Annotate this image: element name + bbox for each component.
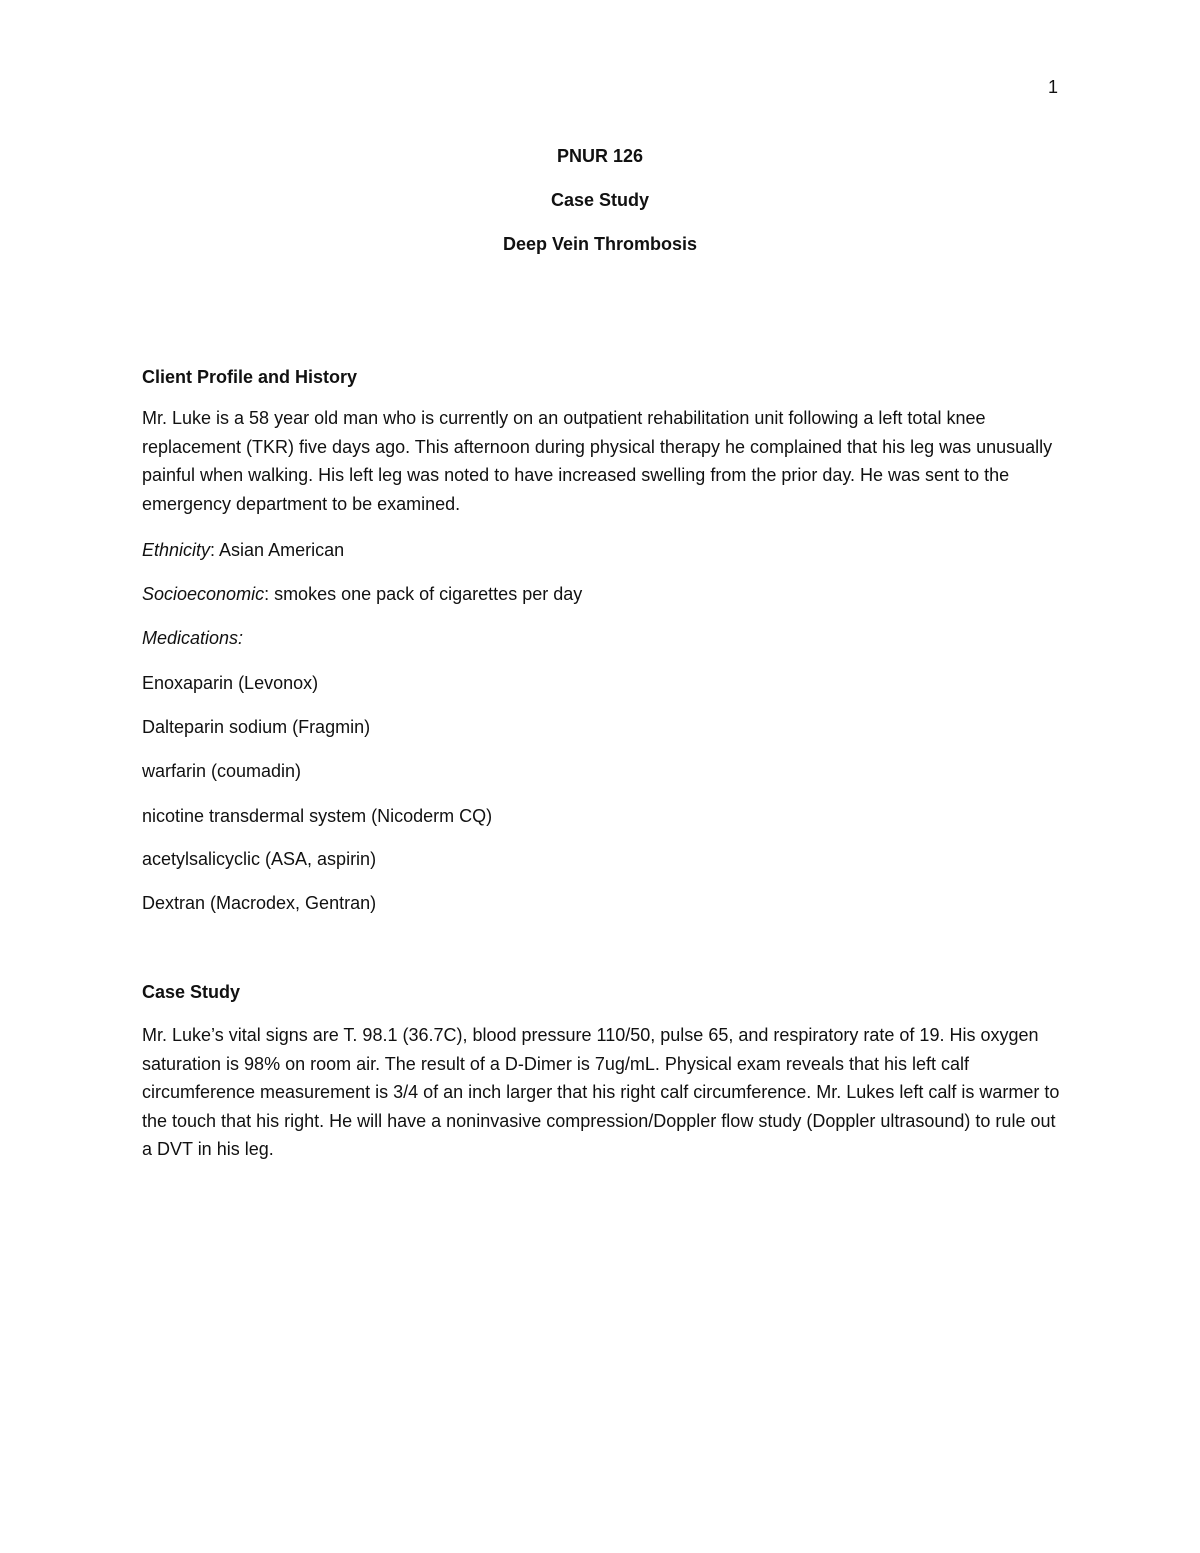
medication-item [142,848,1062,870]
case-study-paragraph: Mr. Luke’s vital signs are T. 98.1 (36.7C), blood pressure 110/50, pulse 65, and respiratory rate of 19. His oxygen saturation is 98% on room air. The result of a D-Dimer is 7ug/mL. Physical exam reveals that his left calf circumference measurement is 3/4 of an inch larger that his right calf circumference. Mr. Lukes left calf is warmer to the touch that his right. He will have a noninvasive compression/Doppler flow study (Doppler ultrasound) to rule out a DVT in his leg. [142,1025,1060,1159]
medication-dextran: Dextran (Macrodex, Gentran) [142,893,377,913]
case-study-section [142,981,1062,1003]
medication-item [142,672,1062,694]
course-code: PNUR 126 [556,146,644,166]
medication-warfarin: warfarin (coumadin) [142,761,302,781]
ethnicity-line [142,539,1062,561]
medication-item [142,892,1062,914]
medication-item [142,760,1062,782]
document-topic: Deep Vein Thrombosis [502,234,698,254]
case-study-heading: Case Study [142,982,241,1002]
medication-aspirin: acetylsalicyclic (ASA, aspirin) [142,849,377,869]
document-type: Case Study [550,190,650,210]
medication-nicotine: nicotine transdermal system (Nicoderm CQ) [142,806,493,826]
medication-enoxaparin: Enoxaparin (Levonox) [142,673,319,693]
medication-dalteparin: Dalteparin sodium (Fragmin) [142,717,371,737]
title-block [0,145,1200,277]
client-profile-paragraph: Mr. Luke is a 58 year old man who is currently on an outpatient rehabilitation unit following a left total knee replacement (TKR) five days ago. This afternoon during physical therapy he complained that his leg was unusually painful when walking. His left leg was noted to have increased swelling from the prior day. He was sent to the emergency department to be examined. [142,408,1053,514]
socioeconomic-value: : smokes one pack of cigarettes per day [264,584,583,604]
ethnicity-label: Ethnicity [142,540,211,560]
medications-label: Medications: [142,628,244,648]
page-number: 1 [1047,77,1058,97]
case-study-body [142,1021,1062,1164]
socioeconomic-line [142,583,1062,605]
medication-item [142,805,1062,827]
medications-heading-line [142,627,1062,649]
client-profile-heading: Client Profile and History [142,367,358,387]
client-profile-body [142,404,1062,518]
socioeconomic-label: Socioeconomic [142,584,265,604]
client-profile-section [142,366,1062,388]
ethnicity-value: : Asian American [210,540,345,560]
medication-item [142,716,1062,738]
